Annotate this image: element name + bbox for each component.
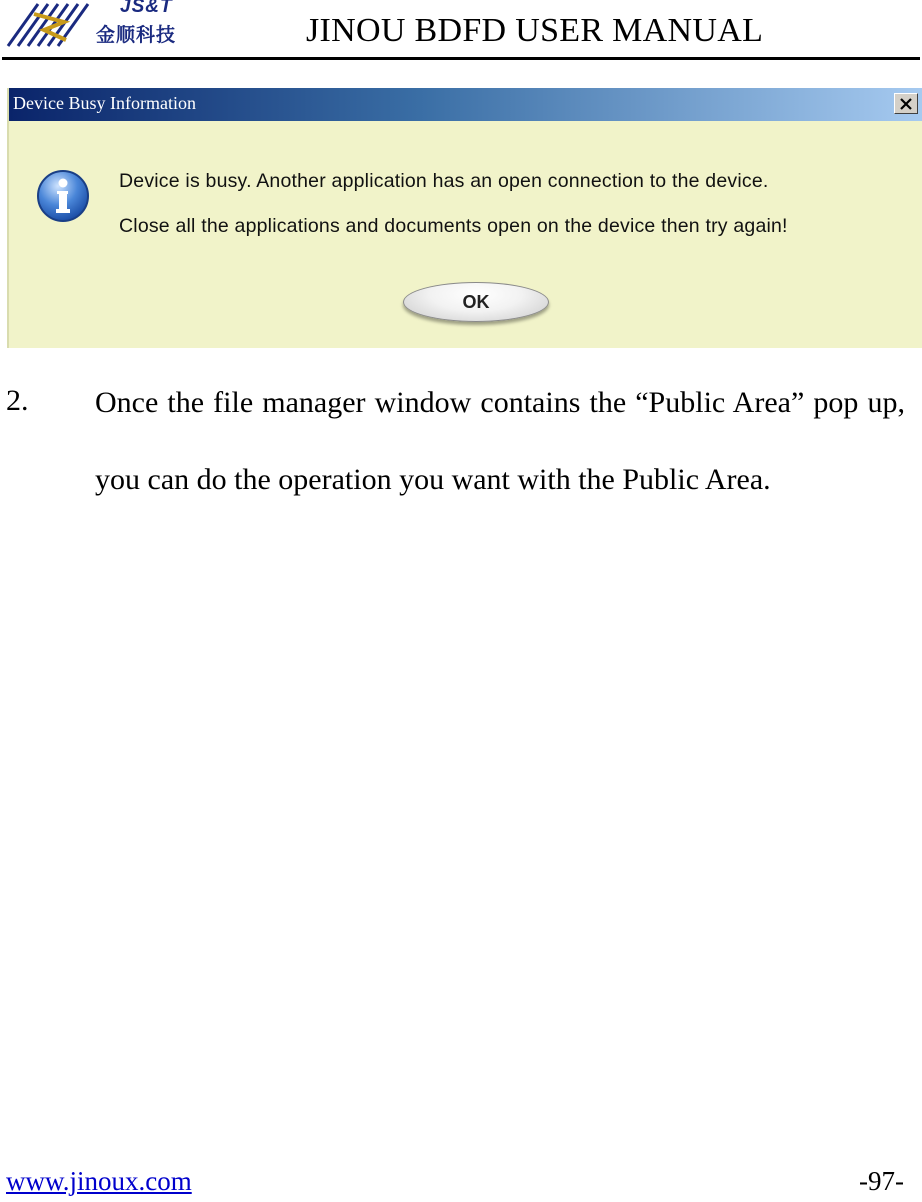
document-title: JINOU BDFD USER MANUAL [306,12,764,49]
dialog-message-line2: Close all the applications and documents open on the device then try again! [119,215,788,237]
logo-text: JS&T [120,0,173,17]
dialog-title: Device Busy Information [13,93,196,113]
item-text: Once the file manager window contains the “Public Area” pop up, you can do the operation you want with the Public Area. [95,386,905,496]
close-button[interactable] [894,93,918,114]
company-logo [4,0,190,50]
header-divider [2,57,920,60]
device-busy-dialog [7,88,922,348]
website-link[interactable]: www.jinoux.com [6,1166,192,1196]
logo-chinese-text: 金顺科技 [96,24,177,46]
ok-button[interactable]: OK [403,282,549,322]
page-number: -97- [859,1166,904,1196]
dialog-titlebar[interactable] [9,88,922,121]
dialog-message-line1: Device is busy. Another application has an open connection to the device. [119,170,769,192]
page-header [0,0,922,62]
item-number: 2. [6,384,29,417]
info-icon [35,168,91,224]
close-icon [899,98,913,110]
